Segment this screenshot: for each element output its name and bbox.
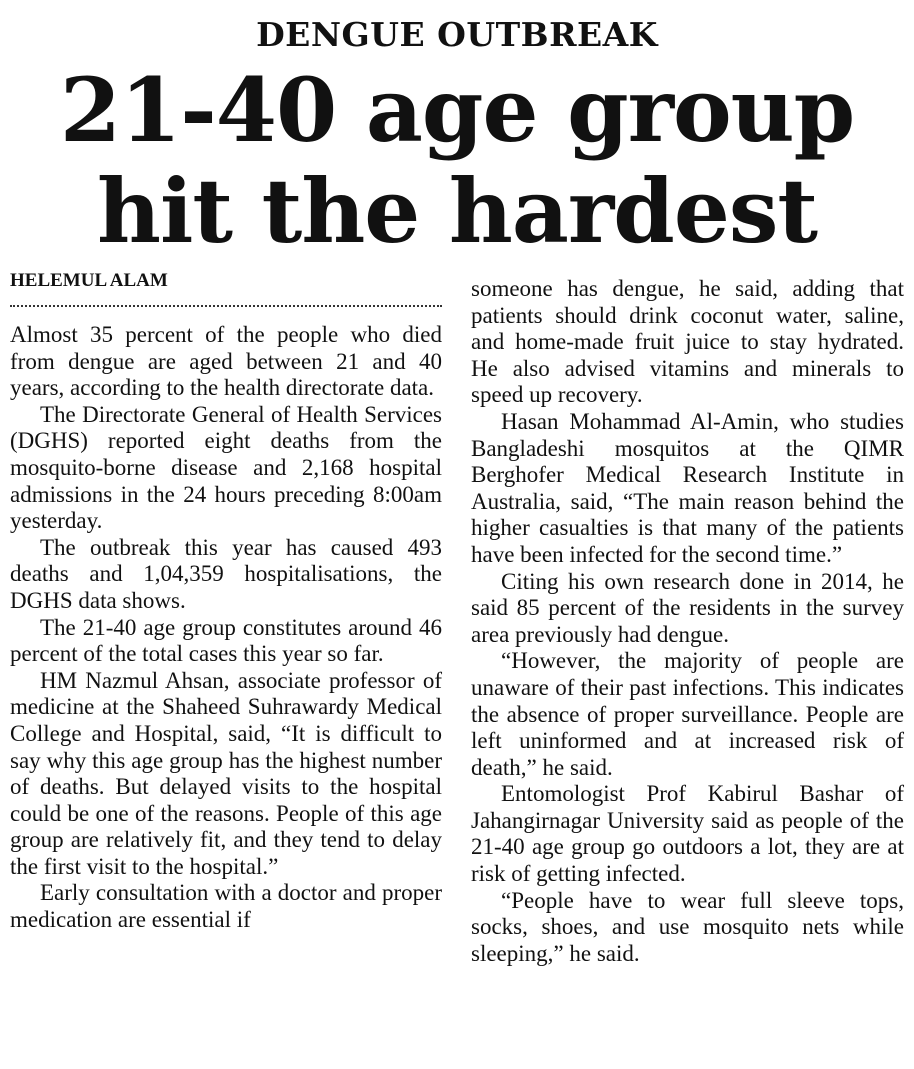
paragraph: “However, the majority of people are unaware of their past infections. This indicates the absence of proper surveillance. People are left uninformed and at increased risk of death,” he said.	[471, 648, 904, 780]
kicker: DENGUE OUTBREAK	[256, 15, 658, 54]
paragraph: HM Nazmul Ahsan, associate professor of medicine at the Shaheed Suhrawardy Medical College and Hospital, said, “It is difficult to say why this age group has the highest number of deaths. But delayed visits to the hospital could be one of the reasons. People of this age group are relatively fit, and they tend to delay the first visit to the hospital.”	[10, 667, 442, 879]
left-column	[10, 322, 442, 934]
paragraph: Almost 35 percent of the people who died from dengue are aged between 21 and 40 years, according to the health directorate data.	[10, 322, 442, 401]
paragraph: Early consultation with a doctor and proper medication are essential if	[10, 880, 442, 933]
paragraph: Citing his own research done in 2014, he said 85 percent of the residents in the survey area previously had dengue.	[471, 568, 904, 647]
paragraph: Hasan Mohammad Al-Amin, who studies Bangladeshi mosquitos at the QIMR Berghofer Medical Research Institute in Australia, said, “The main reason behind the higher casualties is that many of the patients have been infected for the second time.”	[471, 408, 904, 567]
paragraph: The Directorate General of Health Services (DGHS) reported eight deaths from the mosquito-borne disease and 2,168 hospital admissions in the 24 hours preceding 8:00am yesterday.	[10, 401, 442, 534]
byline-divider	[10, 305, 442, 307]
paragraph: The 21-40 age group constitutes around 46 percent of the total cases this year so far.	[10, 614, 442, 667]
headline-line-1: 21-40 age group	[59, 58, 855, 162]
paragraph: someone has dengue, he said, adding that patients should drink coconut water, saline, and home-made fruit juice to stay hydrated. He also advised vitamins and minerals to speed up recovery.	[471, 276, 904, 408]
headline-line-2: hit the hardest	[96, 159, 818, 263]
paragraph: Entomologist Prof Kabirul Bashar of Jahangirnagar University said as people of the 21-40 age group go outdoors a lot, they are at risk of getting infected.	[471, 781, 904, 887]
paragraph: The outbreak this year has caused 493 deaths and 1,04,359 hospitalisations, the DGHS data shows.	[10, 534, 442, 613]
right-column	[471, 276, 904, 967]
byline: HELEMUL ALAM	[10, 270, 168, 291]
paragraph: “People have to wear full sleeve tops, socks, shoes, and use mosquito nets while sleeping,” he said.	[471, 887, 904, 966]
